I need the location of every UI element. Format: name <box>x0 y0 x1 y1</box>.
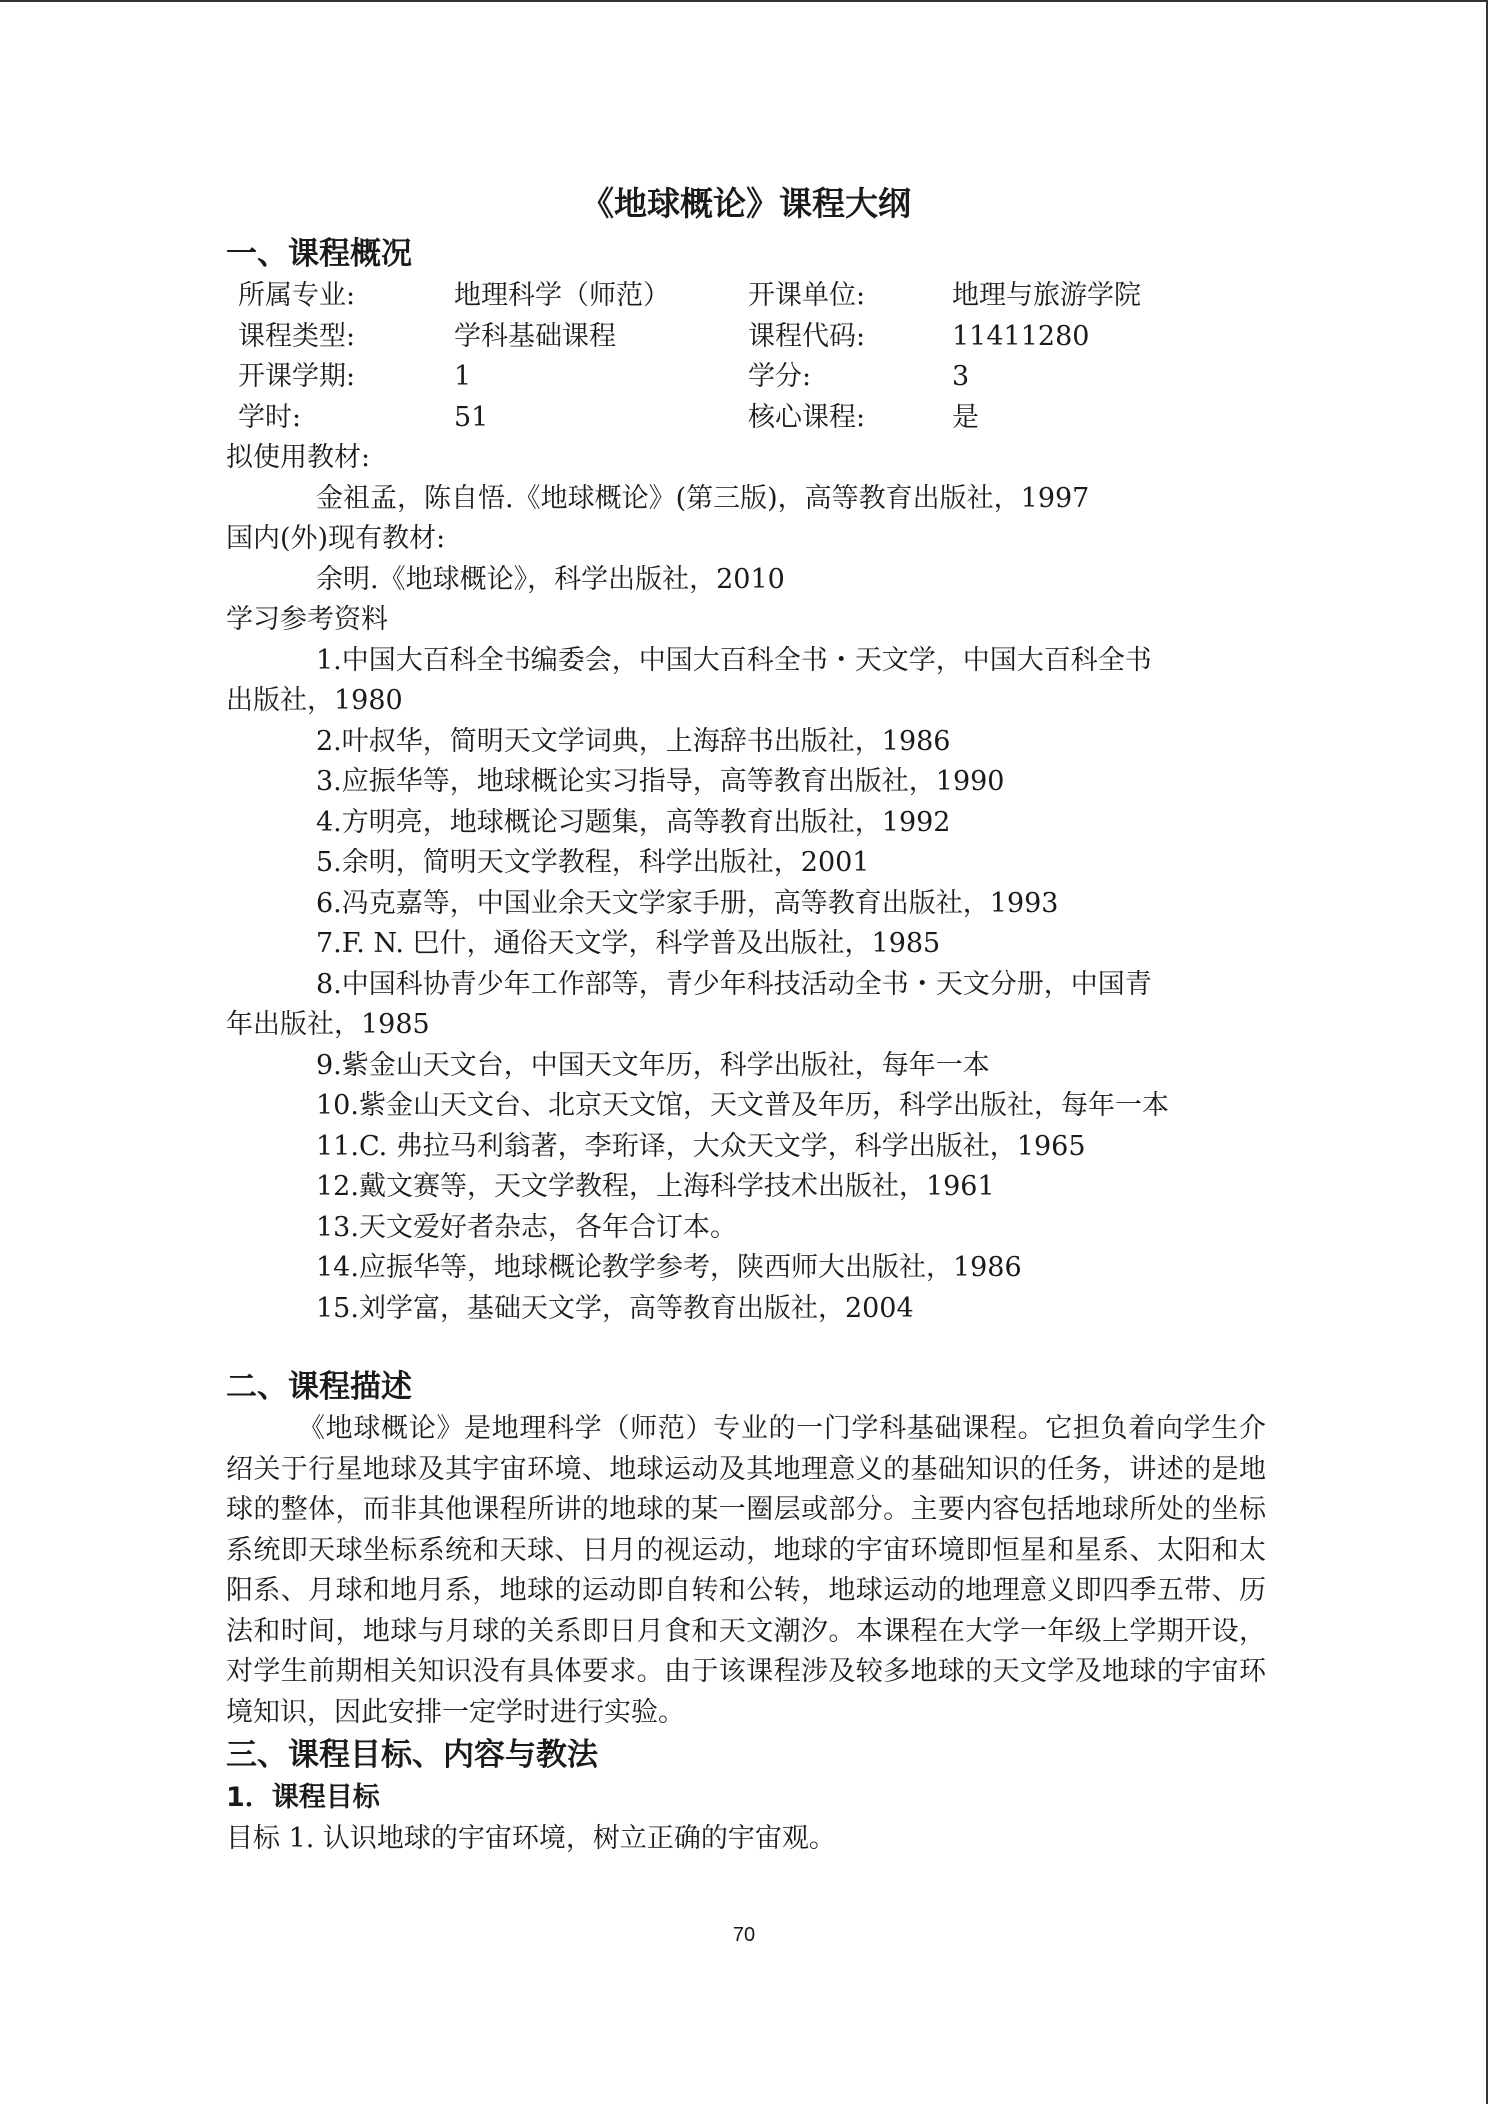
info-label: 核心课程: <box>748 401 866 433</box>
document-body <box>226 178 1266 1860</box>
info-row <box>238 398 1266 439</box>
section2-heading: 二、课程描述 <box>226 1369 412 1405</box>
reference-item: 15.刘学富，基础天文学，高等教育出版社，2004 <box>316 1292 914 1324</box>
info-label: 课程类型: <box>238 320 356 352</box>
page-top-border <box>0 0 1488 2</box>
reference-item: 9.紫金山天文台，中国天文年历，科学出版社，每年一本 <box>316 1049 990 1081</box>
info-value: 3 <box>952 361 970 392</box>
info-value: 1 <box>454 361 472 392</box>
page-number: 70 <box>732 1924 756 1946</box>
goal-1: 目标 1. 认识地球的宇宙环境，树立正确的宇宙观。 <box>226 1823 836 1854</box>
section-gap <box>226 1329 1266 1365</box>
textbook-entry: 金祖孟，陈自悟.《地球概论》(第三版)，高等教育出版社，1997 <box>316 482 1090 514</box>
reference-item: 11.C. 弗拉马利翁著，李珩译，大众天文学，科学出版社，1965 <box>316 1130 1086 1162</box>
info-row <box>238 276 1266 317</box>
course-description: 《地球概论》是地理科学（师范）专业的一门学科基础课程。它担负着向学生介绍关于行星地球及其宇宙环境、地球运动及其地理意义的基础知识的任务，讲述的是地球的整体，而非其他课程所讲的地球的某一圈层或部分。主要内容包括地球所处的坐标系统即天球坐标系统和天球、日月的视运动，地球的宇宙环境即恒星和星系、太阳和太阳系、月球和地月系，地球的运动即自转和公转，地球运动的地理意义即四季五带、历法和时间，地球与月球的关系即日月食和天文潮汐。本课程在大学一年级上学期开设，对学生前期相关知识没有具体要求。由于该课程涉及较多地球的天文学及地球的宇宙环境知识，因此安排一定学时进行实验。 <box>226 1413 1266 1728</box>
reference-item: 7.F. N. 巴什，通俗天文学，科学普及出版社，1985 <box>316 928 941 959</box>
info-label: 开课单位: <box>748 280 866 311</box>
info-label: 开课学期: <box>238 361 356 392</box>
reference-item: 5.余明，简明天文学教程，科学出版社，2001 <box>316 847 870 878</box>
reference-item: 12.戴文赛等，天文学教程，上海科学技术出版社，1961 <box>316 1171 995 1202</box>
textbook-label: 拟使用教材: <box>226 442 371 473</box>
reference-item: 8.中国科协青少年工作部等，青少年科技活动全书・天文分册，中国青 <box>316 968 1152 1000</box>
reference-item: 3.应振华等，地球概论实习指导，高等教育出版社，1990 <box>316 766 1005 797</box>
reference-item: 10.紫金山天文台、北京天文馆，天文普及年历，科学出版社，每年一本 <box>316 1090 1169 1121</box>
reference-item: 2.叶叔华，简明天文学词典，上海辞书出版社，1986 <box>316 725 951 757</box>
reference-list <box>226 641 1266 1330</box>
existing-textbook-entry: 余明.《地球概论》，科学出版社，2010 <box>316 563 785 595</box>
info-label: 课程代码: <box>748 320 866 352</box>
reference-item: 1.中国大百科全书编委会，中国大百科全书・天文学，中国大百科全书 <box>316 644 1152 676</box>
reference-item: 14.应振华等，地球概论教学参考，陕西师大出版社，1986 <box>316 1252 1022 1283</box>
info-value: 是 <box>952 401 979 433</box>
info-label: 所属专业: <box>238 280 356 311</box>
section3-heading: 三、课程目标、内容与教法 <box>226 1737 598 1773</box>
info-row <box>238 357 1266 398</box>
info-value: 学科基础课程 <box>454 320 616 352</box>
reference-item: 6.冯克嘉等，中国业余天文学家手册，高等教育出版社，1993 <box>316 887 1059 919</box>
course-info-grid <box>238 276 1266 438</box>
info-value: 地理与旅游学院 <box>952 280 1141 311</box>
info-value: 51 <box>454 401 489 433</box>
reference-item: 4.方明亮，地球概论习题集，高等教育出版社，1992 <box>316 806 951 838</box>
info-label: 学分: <box>748 361 812 392</box>
reference-item-continued: 出版社，1980 <box>226 685 403 716</box>
reference-item-continued: 年出版社，1985 <box>226 1009 430 1040</box>
reference-item: 13.天文爱好者杂志，各年合订本。 <box>316 1211 737 1243</box>
info-value: 地理科学（师范） <box>454 280 670 311</box>
section1-heading: 一、课程概况 <box>226 236 412 272</box>
info-label: 学时: <box>238 401 302 433</box>
course-goals-heading: 1．课程目标 <box>226 1782 380 1813</box>
references-label: 学习参考资料 <box>226 604 388 635</box>
document-title: 《地球概论》课程大纲 <box>581 184 911 223</box>
info-value: 11411280 <box>952 320 1090 352</box>
existing-textbook-label: 国内(外)现有教材: <box>226 523 446 554</box>
info-row <box>238 317 1266 358</box>
